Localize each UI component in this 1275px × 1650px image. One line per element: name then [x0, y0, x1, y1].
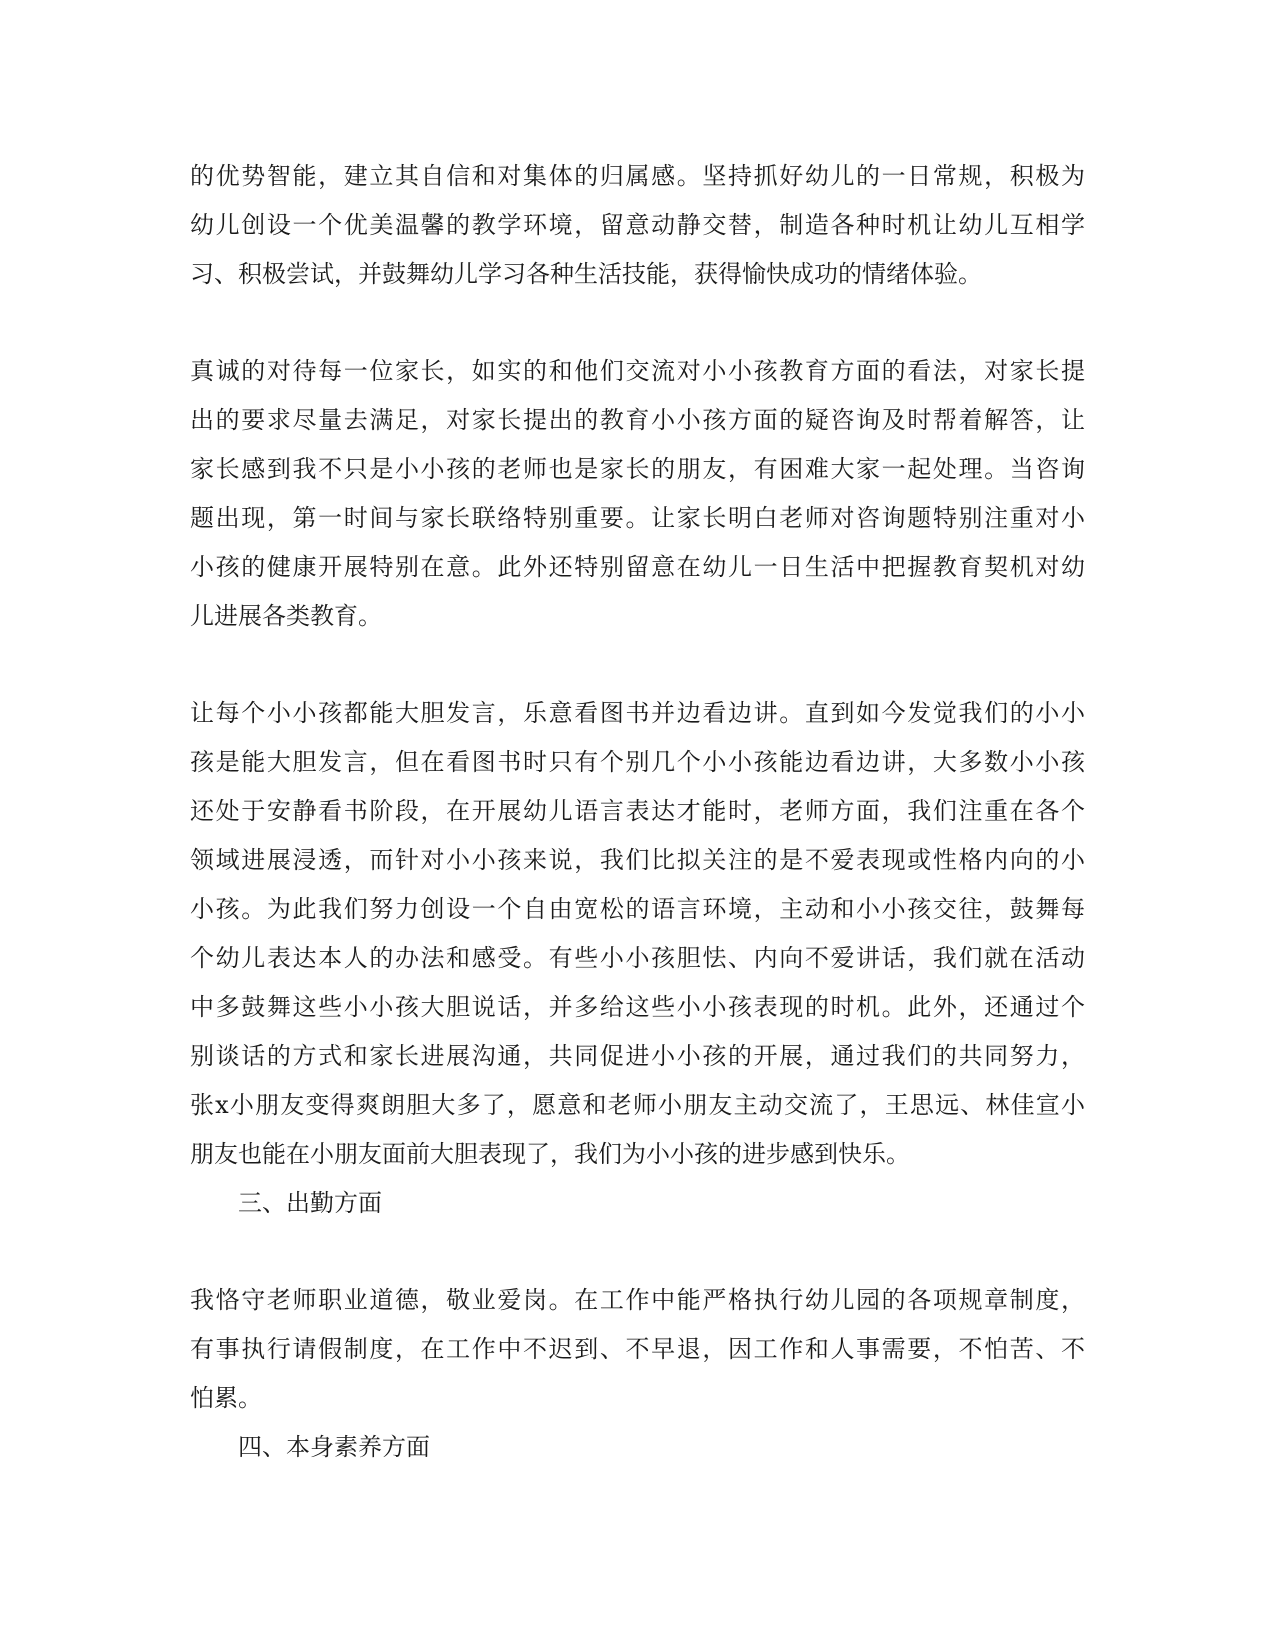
text-line: 的优势智能，建立其自信和对集体的归属感。坚持抓好幼儿的一日常规，积极为 — [190, 162, 1085, 190]
text-line: 别谈话的方式和家长进展沟通，共同促进小小孩的开展，通过我们的共同努力， — [190, 1042, 1085, 1070]
text-line: 让每个小小孩都能大胆发言，乐意看图书并边看边讲。直到如今发觉我们的小小 — [190, 699, 1085, 727]
section-heading-attendance: 三、出勤方面 — [238, 1189, 382, 1217]
text-line: 儿进展各类教育。 — [190, 602, 382, 630]
paragraph-spacer — [190, 299, 1085, 347]
paragraph-2 — [190, 347, 1085, 641]
text-line: 有事执行请假制度，在工作中不迟到、不早退，因工作和人事需要，不怕苦、不 — [190, 1335, 1085, 1363]
section-heading-quality: 四、本身素养方面 — [238, 1433, 430, 1461]
text-line: 孩是能大胆发言，但在看图书时只有个别几个小小孩能边看边讲，大多数小小孩 — [190, 748, 1085, 776]
paragraph-attendance — [190, 1276, 1085, 1423]
text-line: 真诚的对待每一位家长，如实的和他们交流对小小孩教育方面的看法，对家长提 — [190, 357, 1085, 385]
text-line: 朋友也能在小朋友面前大胆表现了，我们为小小孩的进步感到快乐。 — [190, 1140, 910, 1168]
text-line: 出的要求尽量去满足，对家长提出的教育小小孩方面的疑咨询及时帮着解答，让 — [190, 406, 1085, 434]
text-line: 中多鼓舞这些小小孩大胆说话，并多给这些小小孩表现的时机。此外，还通过个 — [190, 993, 1085, 1021]
paragraph-spacer — [190, 1228, 1085, 1276]
text-line: 小孩。为此我们努力创设一个自由宽松的语言环境，主动和小小孩交往，鼓舞每 — [190, 895, 1085, 923]
paragraph-3 — [190, 689, 1085, 1179]
paragraph-1 — [190, 152, 1085, 299]
text-line: 幼儿创设一个优美温馨的教学环境，留意动静交替，制造各种时机让幼儿互相学 — [190, 211, 1085, 239]
text-line: 个幼儿表达本人的办法和感受。有些小小孩胆怯、内向不爱讲话，我们就在活动 — [190, 944, 1085, 972]
text-line: 我恪守老师职业道德，敬业爱岗。在工作中能严格执行幼儿园的各项规章制度， — [190, 1286, 1085, 1314]
text-line: 张x小朋友变得爽朗胆大多了，愿意和老师小朋友主动交流了，王思远、林佳宣小 — [190, 1091, 1085, 1119]
text-line: 题出现，第一时间与家长联络特别重要。让家长明白老师对咨询题特别注重对小 — [190, 504, 1085, 532]
text-line: 领域进展浸透，而针对小小孩来说，我们比拟关注的是不爱表现或性格内向的小 — [190, 846, 1085, 874]
text-line: 小孩的健康开展特别在意。此外还特别留意在幼儿一日生活中把握教育契机对幼 — [190, 553, 1085, 581]
paragraph-spacer — [190, 641, 1085, 689]
text-line: 家长感到我不只是小小孩的老师也是家长的朋友，有困难大家一起处理。当咨询 — [190, 455, 1085, 483]
text-line: 习、积极尝试，并鼓舞幼儿学习各种生活技能，获得愉快成功的情绪体验。 — [190, 260, 982, 288]
text-line: 怕累。 — [190, 1384, 262, 1412]
text-line: 还处于安静看书阶段，在开展幼儿语言表达才能时，老师方面，我们注重在各个 — [190, 797, 1085, 825]
document-body — [190, 152, 1085, 1472]
